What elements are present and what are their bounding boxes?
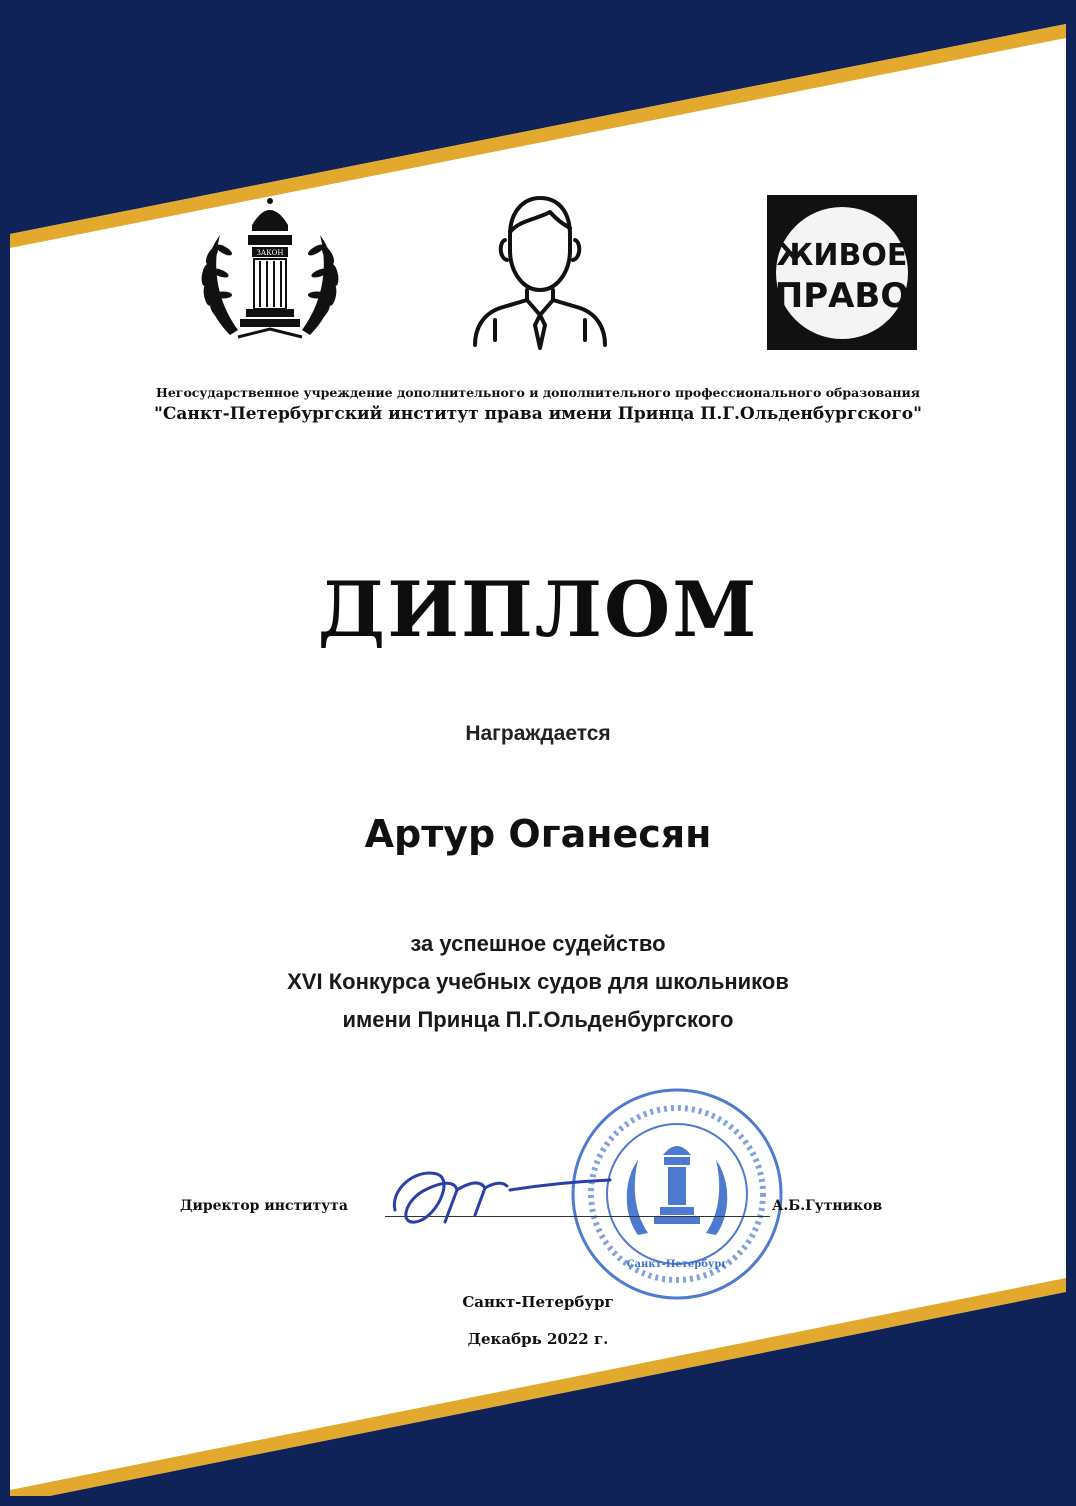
- svg-text:ЖИВОЕ: ЖИВОЕ: [776, 238, 908, 273]
- issue-city: Санкт-Петербург: [462, 1293, 614, 1311]
- director-name: А.Б.Гутников: [772, 1198, 883, 1214]
- reason-line-1: за успешное судейство: [410, 931, 666, 956]
- awarded-label: Награждается: [465, 722, 611, 745]
- svg-text:ПРАВО: ПРАВО: [774, 276, 910, 316]
- handwritten-signature: [385, 1160, 615, 1230]
- reason-line-2: XVI Конкурса учебных судов для школьников: [287, 969, 789, 994]
- recipient-name: Артур Оганесян: [364, 812, 712, 856]
- reason-line-3: имени Принца П.Г.Ольденбургского: [342, 1007, 734, 1032]
- issue-date: Декабрь 2022 г.: [467, 1330, 609, 1348]
- logo-row: [0, 190, 1076, 360]
- signature-role: Директор института: [180, 1198, 348, 1214]
- person-avatar-icon: [465, 190, 615, 350]
- zhivoe-pravo-logo: [767, 195, 917, 350]
- institution-type: Негосударственное учреждение дополнительного и дополнительного профессионального образования: [156, 385, 920, 400]
- zakon-laurel-emblem-icon: [190, 195, 350, 345]
- svg-text:ЗАКОН: ЗАКОН: [256, 249, 284, 257]
- award-reason: [0, 925, 1076, 1039]
- institution-name: "Санкт-Петербургский институт права имени Принца П.Г.Ольденбургского": [154, 404, 922, 424]
- svg-text:Санкт-Петербург: Санкт-Петербург: [626, 1259, 728, 1270]
- institution-header: [0, 385, 1076, 424]
- diploma-title: ДИПЛОМ: [317, 565, 759, 654]
